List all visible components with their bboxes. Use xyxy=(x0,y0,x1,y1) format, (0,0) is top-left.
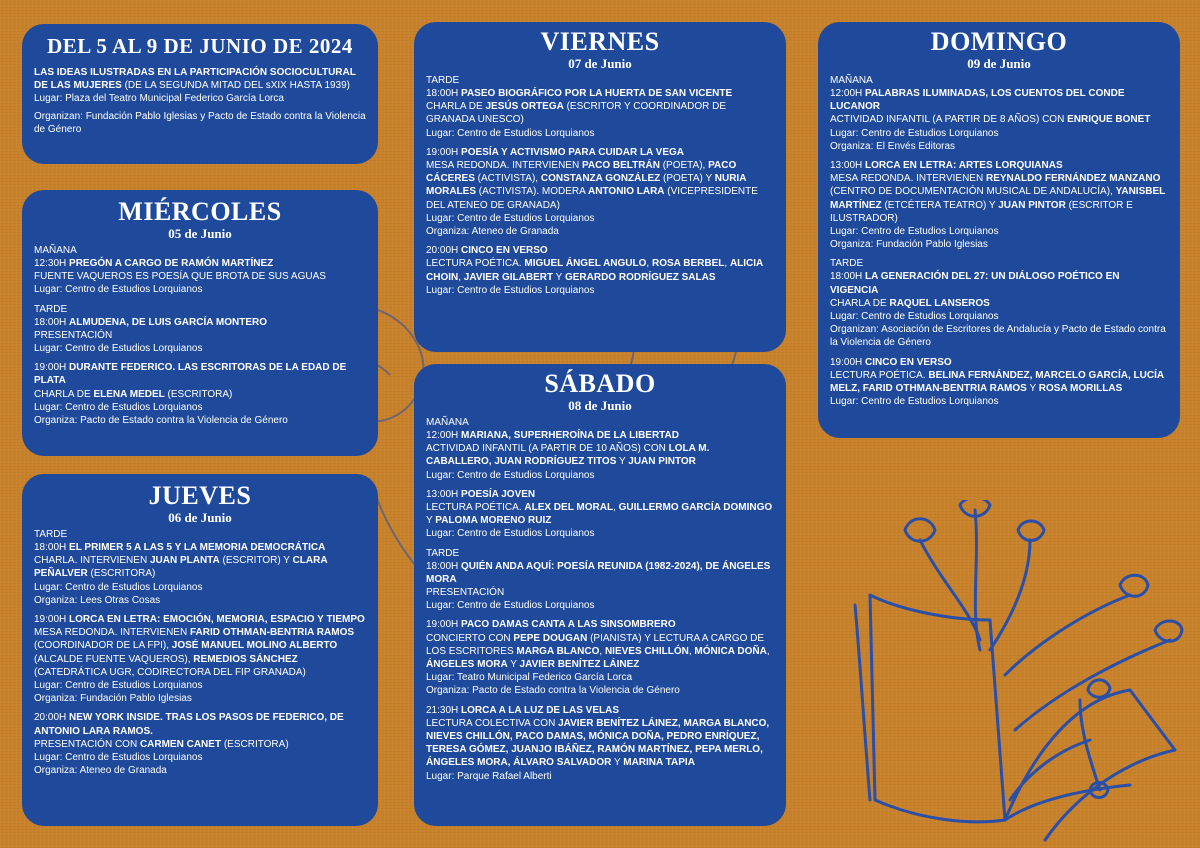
event-generacion-27 xyxy=(830,270,1168,349)
speaker-role: (ETCÉTERA TEATRO) Y xyxy=(881,199,999,211)
day-panel-miercoles xyxy=(22,190,378,456)
speaker-name: REYNALDO FERNÁNDEZ MANZANO xyxy=(985,173,1161,185)
event-organizer: Organizan: Asociación de Escritores de Andalucía y Pacto de Estado contra la Violencia de Género xyxy=(830,324,1166,349)
day-title: DOMINGO xyxy=(930,27,1068,56)
speaker-role: (ESCRITOR) Y xyxy=(219,555,293,567)
event-description: PRESENTACIÓN xyxy=(426,587,505,599)
speaker-name: ROSA MORILLAS xyxy=(1038,383,1123,395)
event-time: 18:00H xyxy=(34,316,70,328)
speaker-name: MARINA TAPIA xyxy=(623,757,695,769)
event-description: MESA REDONDA. INTERVIENEN xyxy=(34,627,190,639)
event-time: 18:00H xyxy=(426,560,462,572)
separator: Y xyxy=(616,456,629,468)
speaker-name: FARID OTHMAN-BENTRIA RAMOS xyxy=(189,627,355,639)
speaker-role: (VICEPRESIDENTE DEL ATENEO DE GRANADA) xyxy=(426,186,758,211)
speaker-name: JUAN PLANTA xyxy=(149,555,220,567)
speaker-role: (ESCRITOR Y COORDINADOR DE GRANADA UNESCO) xyxy=(426,101,727,126)
event-description: MESA REDONDA. INTERVIENEN xyxy=(830,173,986,185)
section-label: TARDE xyxy=(34,529,68,540)
day-date: 09 de Junio xyxy=(967,56,1031,71)
event-organizer: Organiza: Pacto de Estado contra la Violencia de Género xyxy=(34,415,288,427)
event-title: ALMUDENA, DE LUIS GARCÍA MONTERO xyxy=(69,316,267,328)
event-title: PACO DAMAS CANTA A LAS SINSOMBRERO xyxy=(461,619,676,631)
event-cinco-en-verso xyxy=(426,244,774,297)
event-almudena xyxy=(34,316,366,356)
event-title: MARIANA, SUPERHEROÍNA DE LA LIBERTAD xyxy=(461,430,679,441)
speaker-role: (CENTRO DE DOCUMENTACIÓN MUSICAL DE ANDALUCÍA), xyxy=(830,186,1116,198)
speaker-name: ÁNGELES MORA xyxy=(426,659,508,671)
speaker-role: (ALCALDE FUENTE VAQUEROS), xyxy=(34,653,194,665)
event-time: 19:00H xyxy=(426,146,462,158)
speaker-role: (POETA), xyxy=(659,160,709,172)
event-title: QUIÉN ANDA AQUÍ: POESÍA REUNIDA (1982-2024), DE ÁNGELES MORA xyxy=(426,560,771,585)
event-place: Lugar: Centro de Estudios Lorquianos xyxy=(426,600,595,612)
speaker-name: JESÚS ORTEGA xyxy=(485,101,564,113)
event-subtitle: (DE LA SEGUNDA MITAD DEL sXIX HASTA 1939) xyxy=(121,80,351,92)
event-place: Lugar: Centro de Estudios Lorquianos xyxy=(426,469,595,481)
event-description: LECTURA COLECTIVA CON xyxy=(426,717,559,729)
event-poesia-joven xyxy=(426,488,774,541)
event-title: LORCA EN LETRA: EMOCIÓN, MEMORIA, ESPACIO Y TIEMPO xyxy=(69,614,365,626)
event-description: LECTURA POÉTICA. xyxy=(830,369,929,381)
speaker-name: ELENA MEDEL xyxy=(93,388,165,400)
speaker-name: LOLA M. CABALLERO, JUAN RODRÍGUEZ TITOS xyxy=(426,443,710,468)
event-place: Lugar: Centro de Estudios Lorquianos xyxy=(830,396,999,408)
speaker-name: ROSA BERBEL xyxy=(651,258,725,270)
event-description: CHARLA DE xyxy=(426,101,486,113)
separator: Y xyxy=(553,271,565,283)
event-quien-anda-aqui xyxy=(426,560,774,613)
speaker-name: CONSTANZA GONZÁLEZ xyxy=(540,173,661,185)
speaker-name: NIEVES CHILLÓN xyxy=(604,645,689,657)
event-time: 13:00H xyxy=(830,160,866,172)
speaker-role: (ACTIVISTA). MODERA xyxy=(476,186,589,198)
event-poesia-activismo xyxy=(426,146,774,238)
section-label: TARDE xyxy=(426,75,460,86)
speaker-name: CARMEN CANET xyxy=(139,738,222,750)
section-label: TARDE xyxy=(830,258,864,270)
speaker-name: REMEDIOS SÁNCHEZ xyxy=(193,653,298,665)
event-lorca-velas xyxy=(426,704,774,783)
day-panel-sabado xyxy=(414,364,786,826)
event-place: Lugar: Centro de Estudios Lorquianos xyxy=(34,343,203,355)
event-title: DURANTE FEDERICO. LAS ESCRITORAS DE LA EDAD DE PLATA xyxy=(34,362,347,387)
speaker-name: JUAN PINTOR xyxy=(998,199,1066,211)
section-label: MAÑANA xyxy=(426,417,469,428)
speaker-role: (PIANISTA) Y LECTURA A CARGO DE LOS ESCRITORES xyxy=(426,632,765,657)
event-organizer: Organiza: Lees Otras Cosas xyxy=(34,594,161,606)
event-organizer: Organiza: Ateneo de Granada xyxy=(34,765,167,777)
speaker-name: PALOMA MORENO RUIZ xyxy=(435,515,552,527)
event-pregon xyxy=(34,257,366,297)
event-title: LA GENERACIÓN DEL 27: UN DIÁLOGO POÉTICO EN VIGENCIA xyxy=(830,271,1120,296)
section-label: TARDE xyxy=(426,547,460,559)
day-date: 06 de Junio xyxy=(168,510,232,525)
speaker-name: BELINA FERNÁNDEZ, MARCELO GARCÍA, LUCÍA MELZ, FARID OTHMAN-BENTRIA RAMOS xyxy=(830,369,1164,395)
speaker-name: ALICIA CHOIN xyxy=(426,258,763,283)
speaker-name: PACO BELTRÁN xyxy=(581,160,660,172)
event-description: CHARLA. INTERVIENEN xyxy=(34,555,150,567)
speaker-name: JAVIER BENÍTEZ LÁINEZ, MARGA BLANCO, NIEVES CHILLÓN, PACO DAMAS, MÓNICA DOÑA, PEDRO ENRÍQUEZ, TERESA GÓMEZ, JUANJO IBÁÑEZ, RAMÓN MARTÍNEZ, PEPA MERLO, ÁNGELES MORA, ÁLVARO SALVADOR xyxy=(426,717,770,769)
event-title: LAS IDEAS ILUSTRADAS EN LA PARTICIPACIÓN SOCIOCULTURAL DE LAS MUJERES xyxy=(34,67,356,92)
event-title: EL PRIMER 5 A LAS 5 Y LA MEMORIA DEMOCRÁTICA xyxy=(69,542,326,553)
event-organizer: Organizan: Fundación Pablo Iglesias y Pacto de Estado contra la Violencia de Género xyxy=(34,110,366,135)
event-place: Lugar: Centro de Estudios Lorquianos xyxy=(426,284,595,296)
event-time: 19:00H xyxy=(34,614,70,626)
event-place: Lugar: Centro de Estudios Lorquianos xyxy=(830,226,999,238)
speaker-name: CLARA PEÑALVER xyxy=(34,555,328,580)
separator: Y xyxy=(507,659,520,671)
separator: , xyxy=(766,645,770,657)
day-title: VIERNES xyxy=(540,27,660,56)
event-description: PRESENTACIÓN xyxy=(34,329,113,341)
event-description: LECTURA POÉTICA. xyxy=(426,502,525,514)
speaker-name: MÓNICA DOÑA xyxy=(694,645,767,657)
event-organizer: Organiza: Fundación Pablo Iglesias xyxy=(34,693,192,705)
day-panel-domingo xyxy=(818,22,1180,438)
event-new-york-inside xyxy=(34,711,366,777)
event-ideas-ilustradas xyxy=(34,66,366,136)
event-description: FUENTE VAQUEROS ES POESÍA QUE BROTA DE SUS AGUAS xyxy=(34,271,326,283)
day-title: MIÉRCOLES xyxy=(118,197,282,226)
event-description: MESA REDONDA. INTERVIENEN xyxy=(426,160,582,172)
event-title: PREGÓN A CARGO DE RAMÓN MARTÍNEZ xyxy=(69,258,274,269)
speaker-name: GERARDO RODRÍGUEZ SALAS xyxy=(564,271,716,283)
day-date: 05 de Junio xyxy=(168,226,232,241)
speaker-role: (ESCRITORA) xyxy=(221,738,289,750)
flower-book-illustration xyxy=(830,500,1200,848)
event-place: Lugar: Centro de Estudios Lorquianos xyxy=(34,680,203,692)
day-panel-jueves xyxy=(22,474,378,826)
day-title: SÁBADO xyxy=(544,369,656,398)
event-organizer: Organiza: Ateneo de Granada xyxy=(426,226,559,238)
speaker-role: (COORDINADOR DE LA FPI), xyxy=(34,640,172,652)
speaker-name: RAQUEL LANSEROS xyxy=(889,297,990,309)
event-place: Lugar: Plaza del Teatro Municipal Federico García Lorca xyxy=(34,93,284,105)
day-date: 07 de Junio xyxy=(568,56,632,71)
speaker-role: (ACTIVISTA), xyxy=(474,173,541,185)
speaker-name: NURIA MORALES xyxy=(426,173,747,198)
speaker-role: (POETA) Y xyxy=(660,173,715,185)
separator: , xyxy=(599,645,605,657)
event-time: 19:00H xyxy=(426,619,462,631)
separator: , xyxy=(646,258,652,270)
event-palabras-iluminadas xyxy=(830,87,1168,153)
speaker-name: MIGUEL ÁNGEL ANGULO xyxy=(524,258,647,270)
speaker-name: ENRIQUE BONET xyxy=(1067,114,1151,126)
event-time: 12:00H xyxy=(830,88,866,99)
event-mariana xyxy=(426,429,774,482)
event-place: Lugar: Centro de Estudios Lorquianos xyxy=(34,401,203,413)
event-durante-federico xyxy=(34,361,366,427)
event-title: NEW YORK INSIDE. TRAS LOS PASOS DE FEDERICO, DE ANTONIO LARA RAMOS. xyxy=(34,712,344,737)
event-place: Lugar: Centro de Estudios Lorquianos xyxy=(426,212,595,224)
event-description: CONCIERTO CON xyxy=(426,632,514,644)
speaker-name: PEPE DOUGAN xyxy=(513,632,588,644)
festival-dates-title: DEL 5 AL 9 DE JUNIO DE 2024 xyxy=(47,34,353,58)
speaker-name: JAVIER BENÍTEZ LÁINEZ xyxy=(519,659,640,671)
event-lorca-en-letra xyxy=(34,613,366,705)
intro-panel xyxy=(22,24,378,164)
event-place: Lugar: Centro de Estudios Lorquianos xyxy=(426,127,595,139)
event-place: Lugar: Parque Rafael Alberti xyxy=(426,770,552,782)
speaker-role: (ESCRITORA) xyxy=(87,568,156,580)
speaker-name: MARGA BLANCO xyxy=(516,645,600,657)
event-time: 18:00H xyxy=(34,542,70,553)
event-description: PRESENTACIÓN CON xyxy=(34,738,140,750)
event-time: 20:00H xyxy=(34,712,70,724)
event-time: 20:00H xyxy=(426,245,462,257)
event-primer-5 xyxy=(34,541,366,607)
event-title: PASEO BIOGRÁFICO POR LA HUERTA DE SAN VICENTE xyxy=(461,88,733,99)
event-title: PALABRAS ILUMINADAS, LOS CUENTOS DEL CONDE LUCANOR xyxy=(830,88,1125,113)
event-title: POESÍA JOVEN xyxy=(461,488,536,500)
day-panel-viernes xyxy=(414,22,786,352)
event-description: ACTIVIDAD INFANTIL (A PARTIR DE 10 AÑOS) CON xyxy=(426,443,669,455)
day-date: 08 de Junio xyxy=(568,398,632,413)
event-paseo-biografico xyxy=(426,87,774,140)
event-place: Lugar: Centro de Estudios Lorquianos xyxy=(34,581,203,593)
event-time: 19:00H xyxy=(34,362,70,374)
separator: , xyxy=(688,645,695,657)
event-cinco-en-verso-domingo xyxy=(830,356,1168,409)
speaker-name: JOSÉ MANUEL MOLINO ALBERTO xyxy=(171,640,338,652)
event-organizer: Organiza: Fundación Pablo Iglesias xyxy=(830,239,988,251)
event-place: Lugar: Centro de Estudios Lorquianos xyxy=(830,311,999,323)
speaker-name: JUAN PINTOR xyxy=(628,456,696,468)
event-time: 12:30H xyxy=(34,258,70,269)
event-time: 13:00H xyxy=(426,488,462,500)
event-description: ACTIVIDAD INFANTIL (A PARTIR DE 8 AÑOS) CON xyxy=(830,114,1068,126)
speaker-name: PACO CÁCERES xyxy=(426,160,737,185)
separator: , xyxy=(724,258,730,270)
event-title: CINCO EN VERSO xyxy=(461,245,548,257)
speaker-name: JAVIER GILABERT xyxy=(463,271,554,283)
speaker-name: ALEX DEL MORAL xyxy=(524,502,614,514)
separator: , xyxy=(613,502,619,514)
event-place: Lugar: Centro de Estudios Lorquianos xyxy=(34,284,203,296)
event-time: 21:30H xyxy=(426,704,462,716)
speaker-role: (ESCRITORA) xyxy=(164,388,233,400)
separator: Y xyxy=(1026,383,1039,395)
event-time: 18:00H xyxy=(426,88,462,99)
speaker-name: GUILLERMO GARCÍA DOMINGO xyxy=(618,502,773,514)
event-description: LECTURA POÉTICA. xyxy=(426,258,525,270)
separator: Y xyxy=(611,757,624,769)
separator: , xyxy=(458,271,464,283)
event-title: CINCO EN VERSO xyxy=(865,356,952,368)
day-title: JUEVES xyxy=(148,481,252,510)
speaker-role: (ESCRITOR E ILUSTRADOR) xyxy=(830,199,1133,224)
speaker-name: YANISBEL MARTÍNEZ xyxy=(830,186,1166,211)
speaker-name: ANTONIO LARA xyxy=(588,186,665,198)
event-place: Lugar: Centro de Estudios Lorquianos xyxy=(830,127,999,139)
event-title: LORCA EN LETRA: ARTES LORQUIANAS xyxy=(865,160,1063,172)
section-label: MAÑANA xyxy=(34,245,77,256)
event-place: Lugar: Centro de Estudios Lorquianos xyxy=(426,528,595,540)
event-time: 18:00H xyxy=(830,271,866,283)
event-artes-lorquianas xyxy=(830,159,1168,251)
event-description: CHARLA DE xyxy=(830,297,890,309)
speaker-role: (CATEDRÁTICA UGR, CODIRECTORA DEL FIP GRANADA) xyxy=(34,666,306,678)
event-description: CHARLA DE xyxy=(34,388,94,400)
event-organizer: Organiza: Pacto de Estado contra la Violencia de Género xyxy=(426,685,680,697)
event-title: LORCA A LA LUZ DE LAS VELAS xyxy=(461,704,619,716)
event-time: 19:00H xyxy=(830,356,866,368)
section-label: TARDE xyxy=(34,303,68,315)
separator: Y xyxy=(426,515,436,527)
event-organizer: Organiza: El Envés Editoras xyxy=(830,140,956,152)
event-paco-damas xyxy=(426,618,774,697)
event-place: Lugar: Centro de Estudios Lorquianos xyxy=(34,752,203,764)
section-label: MAÑANA xyxy=(830,75,873,86)
event-place: Lugar: Teatro Municipal Federico García Lorca xyxy=(426,672,633,684)
event-title: POESÍA Y ACTIVISMO PARA CUIDAR LA VEGA xyxy=(461,146,685,158)
event-time: 12:00H xyxy=(426,430,462,441)
